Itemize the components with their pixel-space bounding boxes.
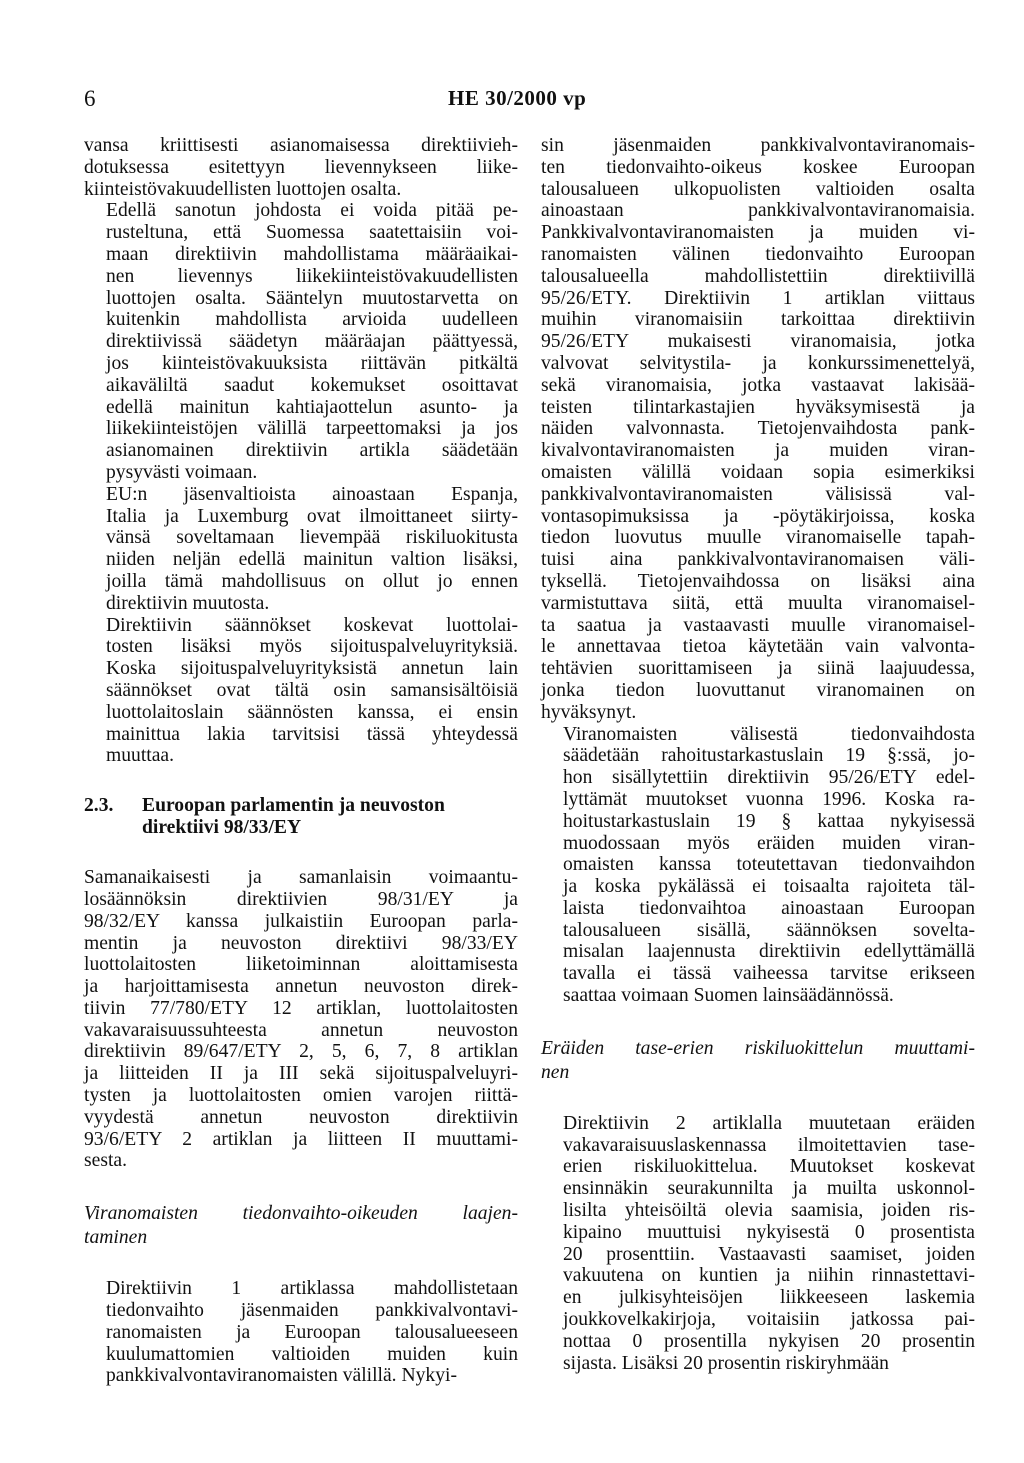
paragraph: [541, 135, 975, 724]
text-line: taminen: [84, 1227, 148, 1249]
text-line: luottolaitosten liiketoiminnan aloittamisesta: [84, 954, 518, 976]
text-line: liikekiinteistöjen välillä tarpeettomaksi ja jos: [106, 418, 518, 440]
text-line: sesta.: [84, 1150, 127, 1172]
text-line: jos kiinteistövakuuksista riittävän pitkältä: [106, 352, 518, 374]
text-line: saattaa voimaan Suomen lainsäädännössä.: [563, 985, 894, 1007]
text-line: tavalla ei tässä vaiheessa tarvitse erikseen: [563, 963, 975, 985]
text-line: dotuksessa esitettyyn lievennykseen liike-: [84, 156, 518, 178]
paragraph: [541, 1113, 975, 1375]
text-line: direktiivin 89/647/ETY 2, 5, 6, 7, 8 artiklan: [84, 1041, 518, 1063]
text-line: ainoastaan pankkivalvontaviranomaisia.: [541, 200, 975, 222]
text-line: Direktiivin säännökset koskevat luottolai-: [106, 614, 518, 636]
text-line: ja koska pykälässä ei toisaalta rajoiteta täl-: [563, 876, 975, 898]
text-line: ensinnäkin seurakunnilta ja muilta uskonnol-: [563, 1178, 975, 1200]
text-line: losäännöksin direktiivien 98/31/EY ja: [84, 888, 518, 910]
text-line: le annettavaa tietoa käytetään vain valvonta-: [541, 636, 975, 658]
text-line: joilla tämä mahdollisuus on ollut jo ennen: [106, 570, 518, 592]
text-line: maan direktiivin mahdollistama määräaikai-: [106, 243, 518, 265]
subheading: [84, 1202, 518, 1250]
text-line: erien riskiluokittelua. Muutokset koskevat: [563, 1156, 975, 1178]
text-line: hon sisällytettiin direktiivin 95/26/ETY edel-: [563, 767, 975, 789]
text-line: direktiivissä säädetyn määräajan päättyessä,: [106, 331, 518, 353]
text-line: misalan laajennusta direktiivin edellyttämällä: [563, 941, 975, 963]
text-line: teisten tilintarkastajien hyväksymisestä ja: [541, 396, 975, 418]
text-line: sin jäsenmaiden pankkivalvontaviranomais-: [541, 135, 975, 156]
text-line: Koska sijoituspalveluyrityksistä annetun lain: [106, 658, 518, 680]
paragraph: [541, 724, 975, 1007]
text-line: tuisi aina pankkivalvontaviranomaisen väli-: [541, 549, 975, 571]
text-line: mentin ja neuvoston direktiivi 98/33/EY: [84, 932, 518, 954]
text-line: säädetään rahoitustarkastuslain 19 §:ssä, jo-: [563, 745, 975, 767]
text-line: en julkisyhteisöjen liikkeeseen laskemia: [563, 1287, 975, 1309]
text-line: laista tiedonvaihtoa ainoastaan Euroopan: [563, 897, 975, 919]
text-line: pankkivalvontaviranomaisten välillä. Nykyi-: [106, 1365, 457, 1387]
text-line: kivalvontaviranomaisten ja muiden viran-: [541, 440, 975, 462]
text-line: ranomaisten välinen tiedonvaihto Euroopan: [541, 243, 975, 265]
text-line: ja liitteiden II ja III sekä sijoituspalveluyri-: [84, 1063, 518, 1085]
text-line: Viranomaisten välisestä tiedonvaihdosta: [563, 723, 975, 745]
text-line: edellä mainitun kahtiajaottelun asunto- ja: [106, 396, 518, 418]
text-line: ranomaisten ja Euroopan talousalueeseen: [106, 1321, 518, 1343]
paragraph: [84, 200, 518, 483]
text-line: Edellä sanotun johdosta ei voida pitää pe-: [106, 200, 518, 222]
text-line: Direktiivin 1 artiklassa mahdollistetaan: [106, 1278, 518, 1300]
text-line: kipaino muuttuisi nykyisestä 0 prosentista: [563, 1221, 975, 1243]
text-line: muodossaan myös eräiden muiden viran-: [563, 832, 975, 854]
text-line: pankkivalvontaviranomaisten välisissä val-: [541, 483, 975, 505]
text-line: nottaa 0 prosentilla nykyisen 20 prosentin: [563, 1330, 975, 1352]
text-line: nen lievennys liikekiinteistövakuudellisten: [106, 265, 518, 287]
running-head: HE 30/2000 vp: [448, 86, 587, 110]
paragraph: [84, 615, 518, 768]
paragraph: [84, 135, 518, 200]
section-title-line: direktiivi 98/33/EY: [142, 817, 302, 839]
text-line: omaisten kanssa toteutettavan tiedonvaihdon: [563, 854, 975, 876]
text-line: Samanaikaisesti ja samanlaisin voimaantu-: [84, 867, 518, 889]
text-line: hyväksynyt.: [541, 701, 637, 723]
text-line: asianomainen direktiivin artikla säädetään: [106, 440, 518, 462]
section-number: 2.3.: [84, 795, 114, 817]
text-line: vyydestä annetun neuvoston direktiivin: [84, 1106, 518, 1128]
text-line: mainittua lakia tarvitsisi tässä yhteydessä: [106, 723, 518, 745]
text-line: näiden valvonnasta. Tietojenvaihdosta pank-: [541, 418, 975, 440]
text-line: direktiivin muutosta.: [106, 592, 270, 614]
text-line: vakavaraisuussuhteesta annetun neuvoston: [84, 1019, 518, 1041]
text-line: muihin viranomaisiin tarkoittaa direktiivin: [541, 309, 975, 331]
text-line: 98/32/EY kanssa julkaistiin Euroopan parla-: [84, 910, 518, 932]
text-line: luottolaitoslain säännösten kanssa, ei ensin: [106, 701, 518, 723]
paragraph: [84, 484, 518, 615]
text-line: tiedonvaihto jäsenmaiden pankkivalvontavi-: [106, 1300, 518, 1322]
text-line: hoitustarkastuslain 19 § kattaa nykyisessä: [563, 810, 975, 832]
text-line: 95/26/ETY mukaisesti viranomaisia, jotka: [541, 331, 975, 353]
text-line: rusteltuna, että Suomessa saatettaisiin voi-: [106, 222, 518, 244]
text-line: nen: [541, 1061, 570, 1083]
text-line: kuulumattomien valtioiden muiden kuin: [106, 1343, 518, 1365]
text-line: aikaväliltä saadut kokemukset osoittavat: [106, 374, 518, 396]
text-line: säännökset ovat tältä osin samansisältöisiä: [106, 679, 518, 701]
text-line: talousalueen ulkopuolisten valtioiden osalta: [541, 178, 975, 200]
text-line: joukkovelkakirjoja, voitaisiin jatkossa pai-: [563, 1309, 975, 1331]
text-line: ten tiedonvaihto-oikeus koskee Euroopan: [541, 156, 975, 178]
text-line: ta saatua ja vastaavasti muulle viranomaisel-: [541, 614, 975, 636]
text-line: talousalueen sisällä, säännöksen sovelta-: [563, 919, 975, 941]
text-line: 95/26/ETY. Direktiivin 1 artiklan viittaus: [541, 287, 975, 309]
text-line: Eräiden tase-erien riskiluokittelun muuttami-: [541, 1037, 975, 1059]
text-line: 20 prosenttiin. Vastaavasti saamiset, joiden: [563, 1243, 975, 1265]
text-line: omaisten välillä voidaan sopia esimerkiksi: [541, 461, 975, 483]
text-line: ja harjoittamisesta annetun neuvoston direk-: [84, 976, 518, 998]
text-line: Italia ja Luxemburg ovat ilmoittaneet siirty-: [106, 505, 518, 527]
text-line: sekä viranomaisia, jotka vastaavat lakisää-: [541, 374, 975, 396]
text-line: pysyvästi voimaan.: [106, 461, 258, 483]
text-line: sijasta. Lisäksi 20 prosentin riskiryhmään: [563, 1352, 889, 1374]
text-line: Viranomaisten tiedonvaihto-oikeuden laajen-: [84, 1203, 518, 1225]
text-line: talousalueella mahdollistettiin direktiivillä: [541, 265, 975, 287]
text-line: varmistuttava siitä, että muulta viranomaisel-: [541, 592, 975, 614]
section-title-line: Euroopan parlamentin ja neuvoston: [142, 795, 445, 817]
page-number: 6: [84, 86, 96, 111]
text-line: EU:n jäsenvaltioista ainoastaan Espanja,: [106, 483, 518, 505]
text-line: muuttaa.: [106, 745, 175, 767]
text-line: jonka tiedon luovuttanut viranomainen on: [541, 679, 975, 701]
paragraph: [84, 867, 518, 1172]
text-line: Pankkivalvontaviranomaisten ja muiden vi-: [541, 222, 975, 244]
section-heading: [84, 795, 518, 839]
text-line: Direktiivin 2 artiklalla muutetaan eräiden: [563, 1112, 975, 1134]
text-line: 93/6/ETY 2 artiklan ja liitteen II muuttami-: [84, 1128, 518, 1150]
subheading: [541, 1037, 975, 1085]
right-column: [541, 135, 975, 1374]
text-line: tosten lisäksi myös sijoituspalveluyrityksiä.: [106, 636, 518, 658]
paragraph: [84, 1278, 518, 1387]
text-line: niiden neljän edellä mainitun valtion lisäksi,: [106, 549, 518, 571]
text-line: tiivin 77/780/ETY 12 artiklan, luottolaitosten: [84, 997, 518, 1019]
text-line: tyksellä. Tietojenvaihdossa on lisäksi aina: [541, 570, 975, 592]
text-line: vakavaraisuuslaskennassa ilmoitettavien tase-: [563, 1134, 975, 1156]
section-title: [142, 795, 445, 839]
text-line: tiedon luovutus muulle viranomaiselle tapah-: [541, 527, 975, 549]
text-line: luottojen osalta. Sääntelyn muutostarvetta on: [106, 287, 518, 309]
text-line: tehtävien suorittamiseen ja siinä laajuudessa,: [541, 658, 975, 680]
text-line: kiinteistövakuudellisten luottojen osalta.: [84, 178, 402, 200]
text-line: lisilta yhteisöiltä olevia saamisia, joiden ris-: [563, 1200, 975, 1222]
left-column: [84, 135, 518, 1387]
text-line: tysten ja luottolaitosten omien varojen riittä-: [84, 1085, 518, 1107]
text-line: valvovat selvitystila- ja konkurssimenettelyä,: [541, 352, 975, 374]
text-line: kuitenkin mahdollista arvioida uudelleen: [106, 309, 518, 331]
text-line: vakuutena on kuntien ja niihin rinnastettavi-: [563, 1265, 975, 1287]
text-line: vansa kriittisesti asianomaisessa direktiivieh-: [84, 135, 518, 156]
text-line: vontasopimuksissa ja -pöytäkirjoissa, koska: [541, 505, 975, 527]
text-line: vänsä soveltamaan lievempää riskiluokitusta: [106, 527, 518, 549]
text-line: lyttämät muutokset vuonna 1996. Koska ra-: [563, 788, 975, 810]
